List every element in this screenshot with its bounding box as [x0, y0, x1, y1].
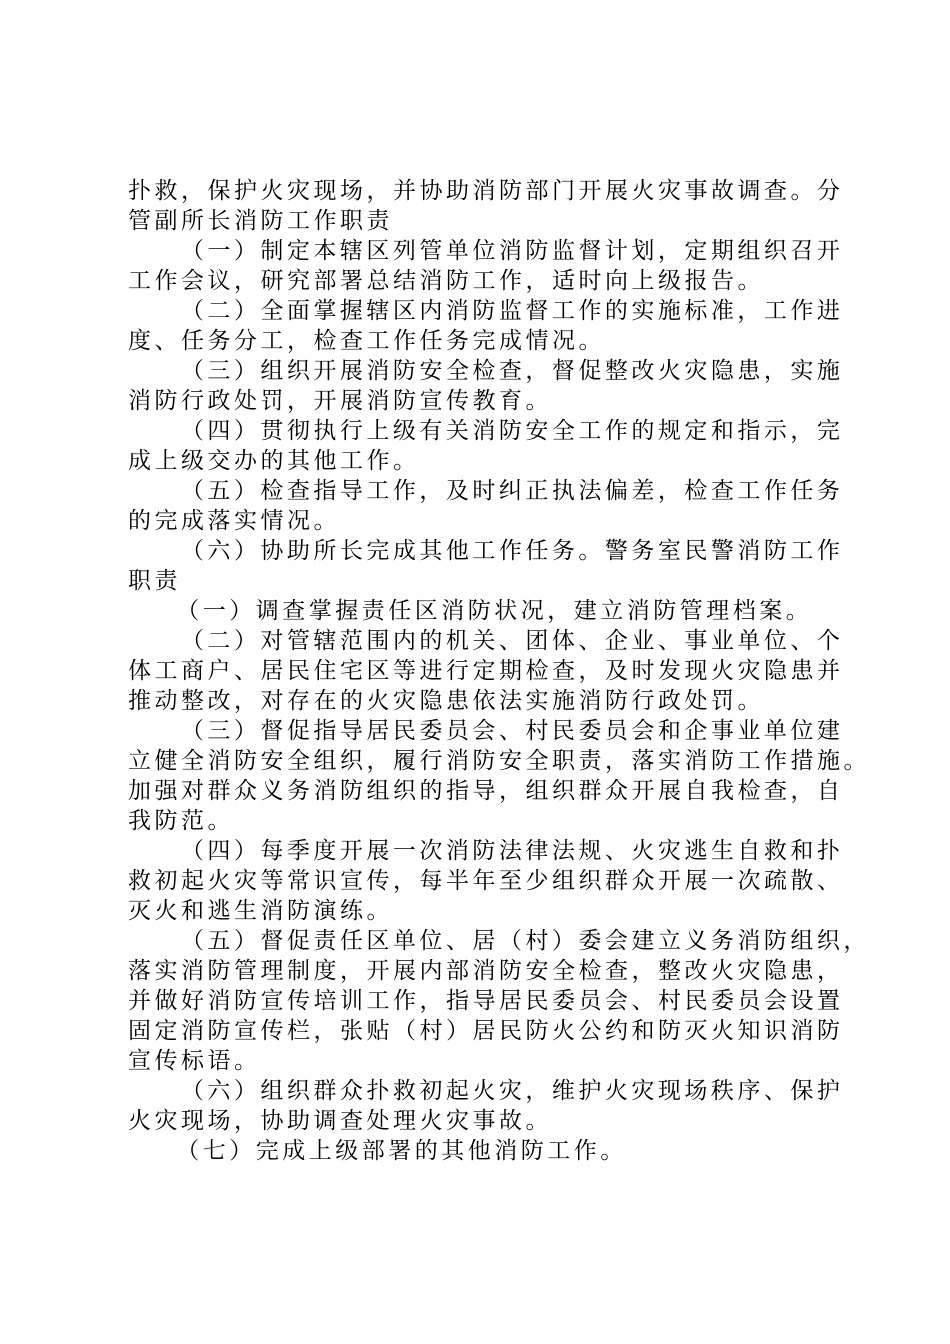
paragraph-police-1 — [128, 596, 828, 626]
section-heading-deputy-director: 管副所长消防工作职责 — [128, 208, 393, 234]
paragraph-deputy-3 — [128, 356, 844, 386]
section-heading-police-office — [128, 566, 828, 596]
paragraph-deputy-4 — [128, 416, 844, 446]
paragraph-intro — [128, 176, 844, 236]
text-line: （一）调查掌握责任区消防状况，建立消防管理档案。 — [176, 598, 813, 624]
text-line: 落实消防管理制度，开展内部消防安全检查，整改火灾隐患， — [128, 958, 844, 984]
text-line: 并做好消防宣传培训工作，指导居民委员会、村民委员会设置 — [128, 988, 844, 1014]
paragraph-police-5 — [128, 926, 870, 956]
paragraph-police-6 — [128, 1076, 844, 1106]
text-line: （五）检查指导工作，及时纠正执法偏差，检查工作任务 — [180, 478, 844, 504]
text-line: 工作会议，研究部署总结消防工作，适时向上级报告。 — [128, 268, 764, 294]
paragraph-police-3-cont — [128, 746, 870, 836]
text-line: 加强对群众义务消防组织的指导，组织群众开展自我检查，自 — [128, 778, 844, 804]
paragraph-deputy-1-cont — [128, 266, 828, 296]
paragraph-deputy-4-cont — [128, 446, 828, 476]
text-line: 的完成落实情况。 — [128, 508, 340, 534]
text-line: （五）督促责任区单位、居（村）委会建立义务消防组织， — [180, 928, 870, 954]
paragraph-police-2-cont — [128, 656, 844, 716]
text-line: （六）协助所长完成其他工作任务。警务室民警消防工作 — [180, 538, 844, 564]
paragraph-deputy-5 — [128, 476, 844, 506]
text-line: 救初起火灾等常识宣传，每半年至少组织群众开展一次疏散、 — [128, 868, 844, 894]
text-line: （七）完成上级部署的其他消防工作。 — [176, 1138, 627, 1164]
text-line: （二）对管辖范围内的机关、团体、企业、事业单位、个 — [180, 628, 844, 654]
text-line: 度、任务分工，检查工作任务完成情况。 — [128, 328, 605, 354]
paragraph-deputy-5-cont — [128, 506, 828, 536]
text-line: 立健全消防安全组织，履行消防安全职责，落实消防工作措施。 — [128, 748, 870, 774]
text-line: 火灾现场，协助调查处理火灾事故。 — [128, 1108, 552, 1134]
paragraph-deputy-2-cont — [128, 326, 828, 356]
text-line: （六）组织群众扑救初起火灾，维护火灾现场秩序、保护 — [180, 1078, 844, 1104]
text-line: 固定消防宣传栏，张贴（村）居民防火公约和防灭火知识消防 — [128, 1018, 844, 1044]
text-line: （四）贯彻执行上级有关消防安全工作的规定和指示，完 — [180, 418, 844, 444]
text-line: 我防范。 — [128, 808, 234, 834]
text-line: （三）督促指导居民委员会、村民委员会和企事业单位建 — [180, 718, 844, 744]
text-line: 消防行政处罚，开展消防宣传教育。 — [128, 388, 552, 414]
paragraph-police-4-cont — [128, 866, 844, 926]
paragraph-deputy-1 — [128, 236, 844, 266]
text-line: （一）制定本辖区列管单位消防监督计划，定期组织召开 — [180, 238, 844, 264]
text-line: 灭火和逃生消防演练。 — [128, 898, 393, 924]
text-line: 推动整改，对存在的火灾隐患依法实施消防行政处罚。 — [128, 688, 764, 714]
paragraph-police-5-cont — [128, 956, 844, 1076]
text-line: 宣传标语。 — [128, 1048, 261, 1074]
text-line: 扑救，保护火灾现场，并协助消防部门开展火灾事故调查。分 — [128, 178, 844, 204]
text-line: 体工商户、居民住宅区等进行定期检查，及时发现火灾隐患并 — [128, 658, 844, 684]
text-line: （三）组织开展消防安全检查，督促整改火灾隐患，实施 — [180, 358, 844, 384]
paragraph-police-2 — [128, 626, 844, 656]
text-line: （四）每季度开展一次消防法律法规、火灾逃生自救和扑 — [180, 838, 844, 864]
paragraph-police-6-cont — [128, 1106, 828, 1136]
text-line: （二）全面掌握辖区内消防监督工作的实施标准，工作进 — [180, 298, 844, 324]
paragraph-deputy-2 — [128, 296, 844, 326]
paragraph-deputy-3-cont — [128, 386, 828, 416]
text-line: 成上级交办的其他工作。 — [128, 448, 420, 474]
paragraph-deputy-6 — [128, 536, 844, 566]
paragraph-police-4 — [128, 836, 844, 866]
paragraph-police-3 — [128, 716, 844, 746]
paragraph-police-7 — [128, 1136, 828, 1166]
text-line: 职责 — [128, 568, 181, 594]
document-body — [128, 176, 870, 1166]
